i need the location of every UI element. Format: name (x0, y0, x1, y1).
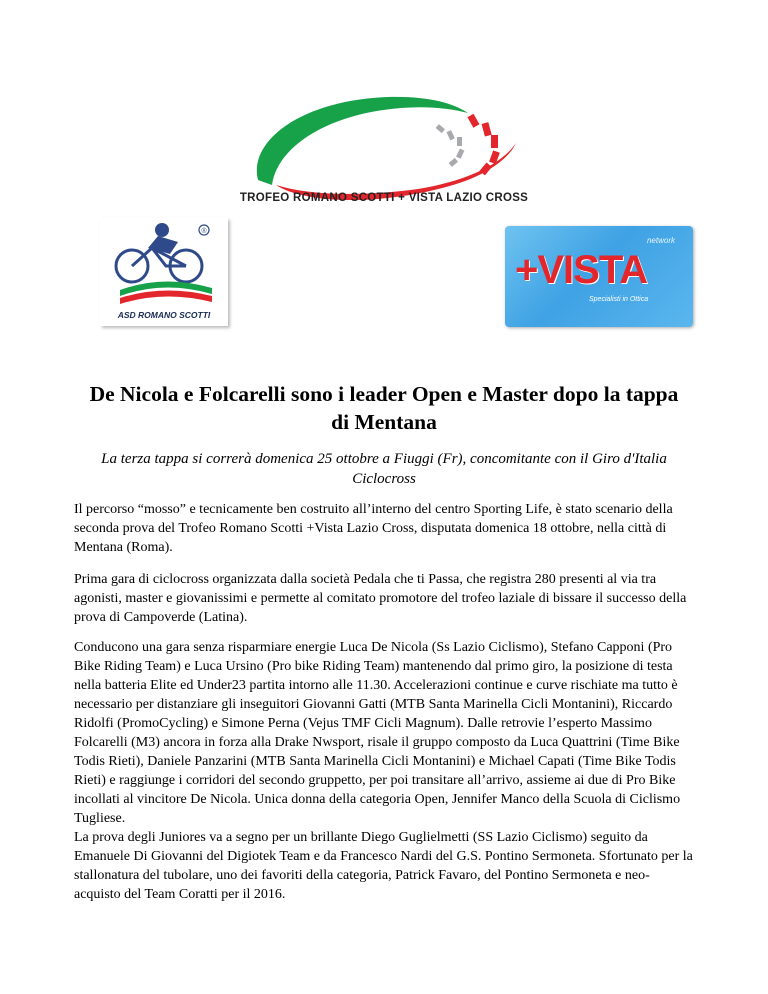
article-paragraph: Prima gara di ciclocross organizzata dalla società Pedala che ti Passa, che registra 280 presenti al via tra agonisti, master e giovanissimi e permette al comitato promotore del trofeo laziale di bissare il successo della prova di Campoverde (Latina). (74, 572, 687, 625)
vista-subtitle: Specialisti in Ottica (589, 296, 649, 303)
article-subheadline: La terza tappa si correrà domenica 25 ottobre a Fiuggi (Fr), concomitante con il Giro d'Italia Ciclocross (101, 451, 667, 487)
asd-romano-scotti-logo (100, 218, 228, 326)
registered-mark: ® (201, 228, 207, 235)
article-headline: De Nicola e Folcarelli sono i leader Open e Master dopo la tappa di Mentana (89, 382, 679, 434)
vista-network-text: network (646, 236, 675, 245)
header-caption: TROFEO ROMANO SCOTTI + VISTA LAZIO CROSS (239, 192, 529, 204)
vista-logo (505, 226, 693, 327)
cyclist-icon (100, 218, 228, 308)
article-paragraph: Conducono una gara senza risparmiare energie Luca De Nicola (Ss Lazio Ciclismo), Stefano Capponi (Pro Bike Riding Team) e Luca Ursino (Pro bike Riding Team) mantenendo dal primo giro, la posizione di testa nella batteria Elite ed Under23 partita intorno alle 11.30. Accelerazioni continue e curve rischiate ma tutto è necessario per distanziare gli inseguitori Giovanni Gatti (MTB Santa Marinella Cicli Montanini), Riccardo Ridolfi (PromoCycling) e Simone Perna (Vejus TMF Cicli Magnum). Dalle retrovie l’esperto Massimo Folcarelli (M3) ancora in forza alla Drake Nwsport, risale il gruppo composto da Luca Quattrini (Time Bike Todis Rieti), Daniele Panzarini (MTB Santa Marinella Cicli Montanini) e Michael Capati (Time Bike Todis Rieti) e raggiunge i corridori del secondo gruppetto, per poi transitare all’arrivo, assieme ai due di Pro Bike incollati al vincitore De Nicola. Unica donna della categoria Open, Jennifer Manco della Scuola di Ciclismo Tugliese. (74, 640, 681, 826)
vista-brand-text: +VISTA (515, 248, 648, 292)
article-paragraph: Il percorso “mosso” e tecnicamente ben costruito all’interno del centro Sporting Life, è stato scenario della seconda prova del Trofeo Romano Scotti +Vista Lazio Cross, disputata domenica 18 ottobre, nella città di Mentana (Roma). (74, 502, 673, 555)
article-paragraph: La prova degli Juniores va a segno per un brillante Diego Guglielmetti (SS Lazio Ciclismo) seguito da Emanuele Di Giovanni del Digiotek Team e da Francesco Nardi del G.S. Pontino Sermoneta. Sfortunato per la stallonatura del tubolare, uno dei favoriti della categoria, Patrick Favaro, del Pontino Sermoneta e neo-acquisto del Team Coratti per il 2016. (74, 830, 693, 902)
asd-label: ASD ROMANO SCOTTI (117, 310, 211, 320)
